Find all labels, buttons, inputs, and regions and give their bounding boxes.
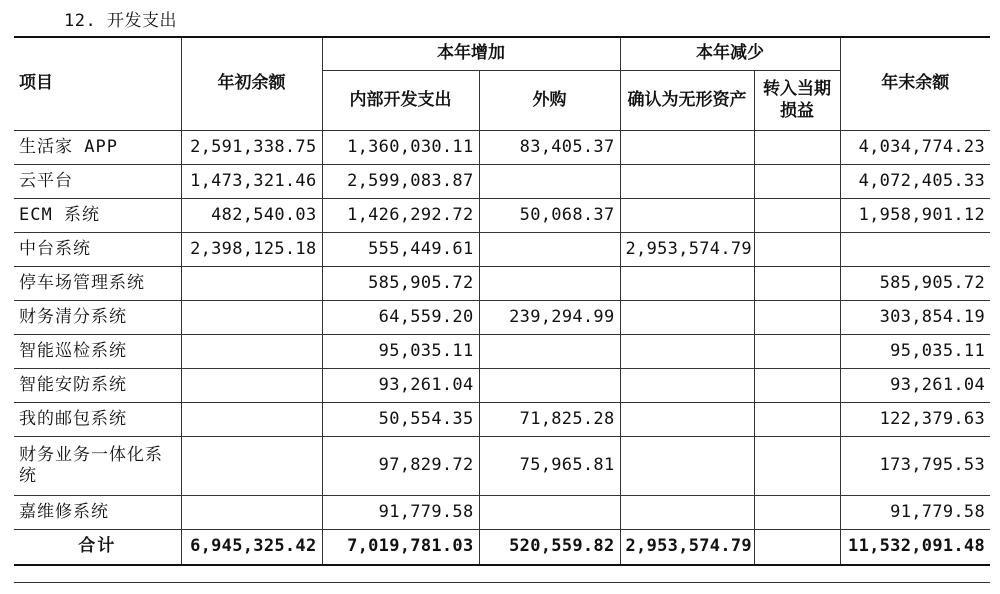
cell-to-intangible — [620, 496, 754, 530]
cell-closing-balance: 95,035.11 — [840, 335, 990, 369]
cell-opening-balance: 2,398,125.18 — [181, 233, 322, 267]
cell-to-pl — [754, 403, 840, 437]
cell-to-intangible — [620, 165, 754, 199]
table-row — [14, 335, 990, 369]
section-title: 12. 开发支出 — [64, 11, 177, 31]
cell-closing-balance: 4,034,774.23 — [840, 131, 990, 165]
cell-to-pl — [754, 267, 840, 301]
table-row — [14, 403, 990, 437]
cell-internal-dev: 50,554.35 — [322, 403, 479, 437]
cell-closing-balance: 4,072,405.33 — [840, 165, 990, 199]
cell-to-pl — [754, 335, 840, 369]
cell-to-intangible — [620, 403, 754, 437]
table-row — [14, 301, 990, 335]
cell-to-pl — [754, 199, 840, 233]
cell-closing-balance: 93,261.04 — [840, 369, 990, 403]
table-row — [14, 437, 990, 496]
cell-purchase: 239,294.99 — [479, 301, 620, 335]
cell-to-pl — [754, 301, 840, 335]
cell-to-pl — [754, 165, 840, 199]
cell-purchase — [479, 496, 620, 530]
header-purchase: 外购 — [479, 71, 620, 131]
header-to-intangible: 确认为无形资产 — [620, 71, 754, 131]
cell-opening-balance — [181, 267, 322, 301]
development-expenditure-table — [14, 36, 990, 566]
header-internal-dev: 内部开发支出 — [322, 71, 479, 131]
cell-internal-dev: 64,559.20 — [322, 301, 479, 335]
row-item-name: 智能安防系统 — [14, 369, 181, 403]
row-item-name: 停车场管理系统 — [14, 267, 181, 301]
header-to-pl: 转入当期损益 — [754, 71, 840, 131]
cell-internal-dev: 585,905.72 — [322, 267, 479, 301]
cell-closing-balance: 585,905.72 — [840, 267, 990, 301]
cell-opening-balance: 482,540.03 — [181, 199, 322, 233]
header-decrease: 本年减少 — [620, 37, 840, 71]
cell-internal-dev: 93,261.04 — [322, 369, 479, 403]
cell-to-pl — [754, 369, 840, 403]
table-row — [14, 369, 990, 403]
cell-to-intangible — [620, 301, 754, 335]
row-item-name: 中台系统 — [14, 233, 181, 267]
row-item-name: 云平台 — [14, 165, 181, 199]
cell-to-intangible: 2,953,574.79 — [620, 530, 754, 566]
cell-closing-balance: 1,958,901.12 — [840, 199, 990, 233]
header-increase: 本年增加 — [322, 37, 620, 71]
cell-to-intangible — [620, 131, 754, 165]
cell-to-intangible — [620, 437, 754, 496]
row-item-name: 我的邮包系统 — [14, 403, 181, 437]
cell-opening-balance: 6,945,325.42 — [181, 530, 322, 566]
bottom-rule — [14, 582, 990, 583]
cell-purchase — [479, 233, 620, 267]
cell-closing-balance: 91,779.58 — [840, 496, 990, 530]
cell-purchase — [479, 165, 620, 199]
total-label: 合计 — [14, 530, 181, 566]
cell-closing-balance: 11,532,091.48 — [840, 530, 990, 566]
table-row — [14, 165, 990, 199]
table-row — [14, 233, 990, 267]
table-row — [14, 267, 990, 301]
cell-opening-balance — [181, 496, 322, 530]
total-row — [14, 530, 990, 566]
cell-closing-balance: 303,854.19 — [840, 301, 990, 335]
cell-closing-balance: 122,379.63 — [840, 403, 990, 437]
cell-internal-dev: 555,449.61 — [322, 233, 479, 267]
cell-internal-dev: 2,599,083.87 — [322, 165, 479, 199]
cell-internal-dev: 1,426,292.72 — [322, 199, 479, 233]
cell-opening-balance — [181, 403, 322, 437]
cell-to-pl — [754, 437, 840, 496]
cell-purchase — [479, 335, 620, 369]
cell-opening-balance — [181, 369, 322, 403]
cell-to-pl — [754, 233, 840, 267]
row-item-name: ECM 系统 — [14, 199, 181, 233]
cell-to-pl — [754, 496, 840, 530]
cell-internal-dev: 91,779.58 — [322, 496, 479, 530]
cell-opening-balance: 2,591,338.75 — [181, 131, 322, 165]
cell-opening-balance — [181, 437, 322, 496]
cell-purchase: 83,405.37 — [479, 131, 620, 165]
table-row — [14, 199, 990, 233]
cell-to-intangible — [620, 199, 754, 233]
cell-opening-balance — [181, 301, 322, 335]
row-item-name: 财务清分系统 — [14, 301, 181, 335]
header-item: 项目 — [14, 37, 181, 131]
table-row — [14, 496, 990, 530]
cell-purchase: 75,965.81 — [479, 437, 620, 496]
cell-opening-balance — [181, 335, 322, 369]
cell-purchase: 50,068.37 — [479, 199, 620, 233]
cell-to-intangible: 2,953,574.79 — [620, 233, 754, 267]
cell-to-intangible — [620, 335, 754, 369]
cell-internal-dev: 7,019,781.03 — [322, 530, 479, 566]
row-item-name: 生活家 APP — [14, 131, 181, 165]
cell-internal-dev: 95,035.11 — [322, 335, 479, 369]
cell-closing-balance — [840, 233, 990, 267]
cell-internal-dev: 97,829.72 — [322, 437, 479, 496]
cell-to-intangible — [620, 369, 754, 403]
cell-to-pl — [754, 530, 840, 566]
header-opening-balance: 年初余额 — [181, 37, 322, 131]
row-item-name: 智能巡检系统 — [14, 335, 181, 369]
row-item-name: 财务业务一体化系统 — [14, 437, 181, 496]
cell-internal-dev: 1,360,030.11 — [322, 131, 479, 165]
cell-closing-balance: 173,795.53 — [840, 437, 990, 496]
cell-purchase: 71,825.28 — [479, 403, 620, 437]
cell-purchase — [479, 369, 620, 403]
table-row — [14, 131, 990, 165]
cell-opening-balance: 1,473,321.46 — [181, 165, 322, 199]
cell-to-pl — [754, 131, 840, 165]
row-item-name: 嘉维修系统 — [14, 496, 181, 530]
cell-purchase: 520,559.82 — [479, 530, 620, 566]
cell-to-intangible — [620, 267, 754, 301]
header-closing-balance: 年末余额 — [840, 37, 990, 131]
table-body — [14, 131, 990, 566]
cell-purchase — [479, 267, 620, 301]
